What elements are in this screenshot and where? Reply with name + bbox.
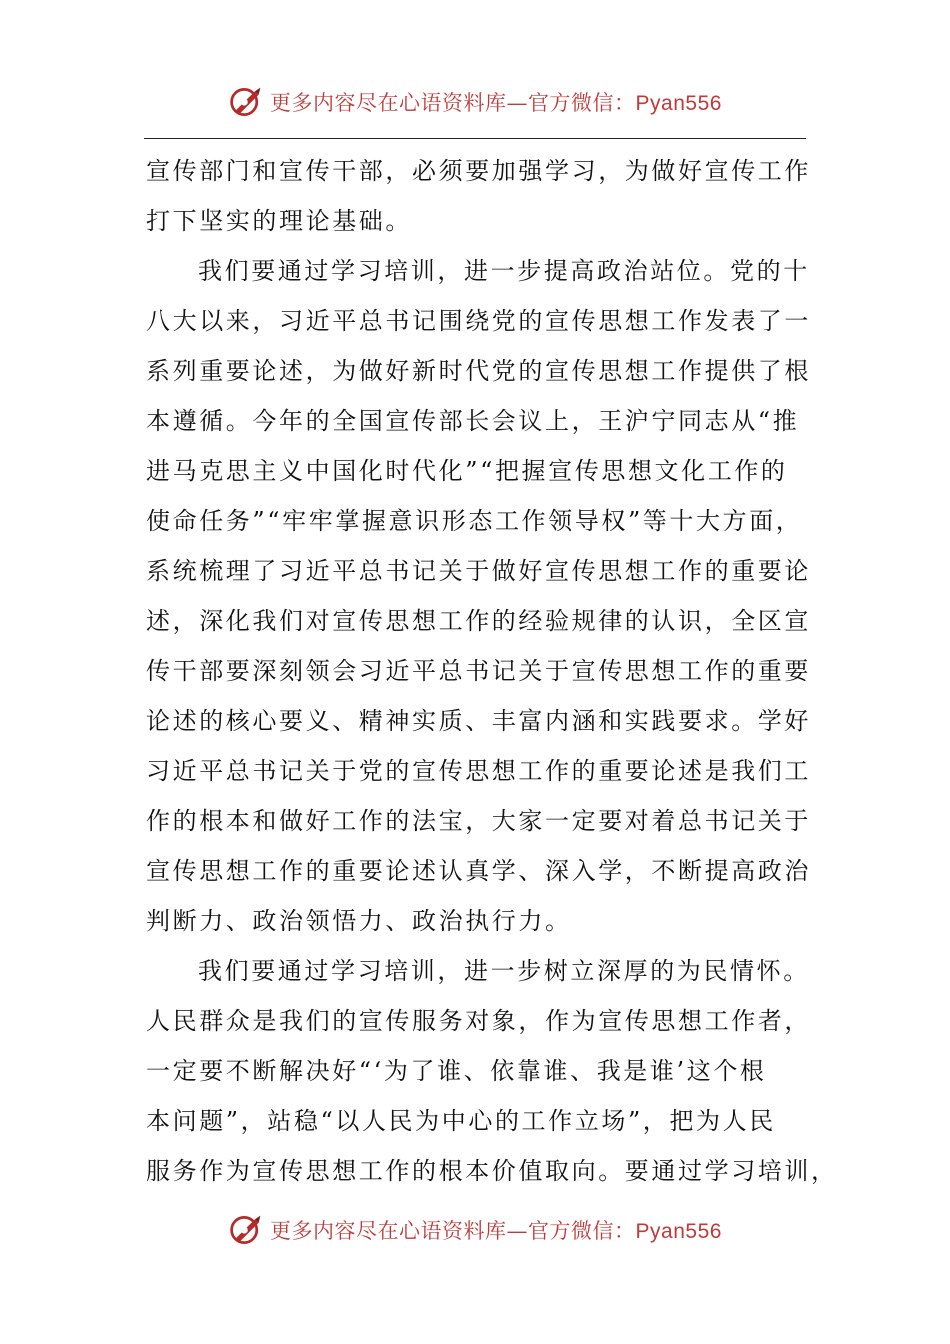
text-line: 论述的核心要义、精神实质、丰富内涵和实践要求。学好 (146, 707, 811, 735)
text-line: 习近平总书记关于党的宣传思想工作的重要论述是我们工 (146, 757, 811, 785)
text-line: 判断力、政治领悟力、政治执行力。 (146, 907, 572, 935)
pen-logo-icon (228, 1212, 264, 1248)
paragraph-start-line: 我们要通过学习培训，进一步树立深厚的为民情怀。 (198, 957, 810, 985)
text-line: 述，深化我们对宣传思想工作的经验规律的认识，全区宣 (146, 607, 811, 635)
text-line: 本遵循。今年的全国宣传部长会议上，王沪宁同志从“推 (146, 407, 800, 435)
header-banner-text (270, 87, 722, 117)
header-banner-wechat-label: 官方微信： (528, 91, 636, 115)
header-banner-main: 更多内容尽在心语资料库— (270, 91, 529, 115)
document-body (146, 146, 838, 1196)
header-divider (144, 138, 806, 139)
footer-banner-main: 更多内容尽在心语资料库— (270, 1219, 529, 1243)
text-line: 系列重要论述，为做好新时代党的宣传思想工作提供了根 (146, 357, 811, 385)
text-line: 系统梳理了习近平总书记关于做好宣传思想工作的重要论 (146, 557, 811, 585)
footer-banner-wechat-label: 官方微信： (528, 1219, 636, 1243)
footer-banner-text (270, 1215, 722, 1245)
header-banner (0, 76, 950, 128)
pen-logo-icon (228, 84, 264, 120)
text-line: 作的根本和做好工作的法宝，大家一定要对着总书记关于 (146, 807, 811, 835)
text-line: 宣传部门和宣传干部，必须要加强学习，为做好宣传工作 (146, 157, 811, 185)
text-line: 传干部要深刻领会习近平总书记关于宣传思想工作的重要 (146, 657, 811, 685)
text-line: 进马克思主义中国化时代化”“把握宣传思想文化工作的 (146, 457, 788, 485)
text-line: 人民群众是我们的宣传服务对象，作为宣传思想工作者， (146, 1007, 811, 1035)
text-line: 八大以来，习近平总书记围绕党的宣传思想工作发表了一 (146, 307, 811, 335)
text-line: 服务作为宣传思想工作的根本价值取向。要通过学习培训， (146, 1157, 838, 1185)
footer-banner-wechat-id: Pyan556 (635, 1220, 722, 1243)
header-banner-wechat-id: Pyan556 (635, 92, 722, 115)
text-line: 使命任务”“牢牢掌握意识形态工作领导权”等十大方面， (146, 507, 803, 535)
text-line: 打下坚实的理论基础。 (146, 207, 412, 235)
footer-banner (0, 1204, 950, 1256)
text-line: 本问题”，站稳“以人民为中心的工作立场”，把为人民 (146, 1107, 776, 1135)
text-line: 宣传思想工作的重要论述认真学、深入学，不断提高政治 (146, 857, 811, 885)
paragraph-start-line: 我们要通过学习培训，进一步提高政治站位。党的十 (198, 257, 810, 285)
text-line: 一定要不断解决好“‘为了谁、依靠谁、我是谁’这个根 (146, 1057, 767, 1085)
